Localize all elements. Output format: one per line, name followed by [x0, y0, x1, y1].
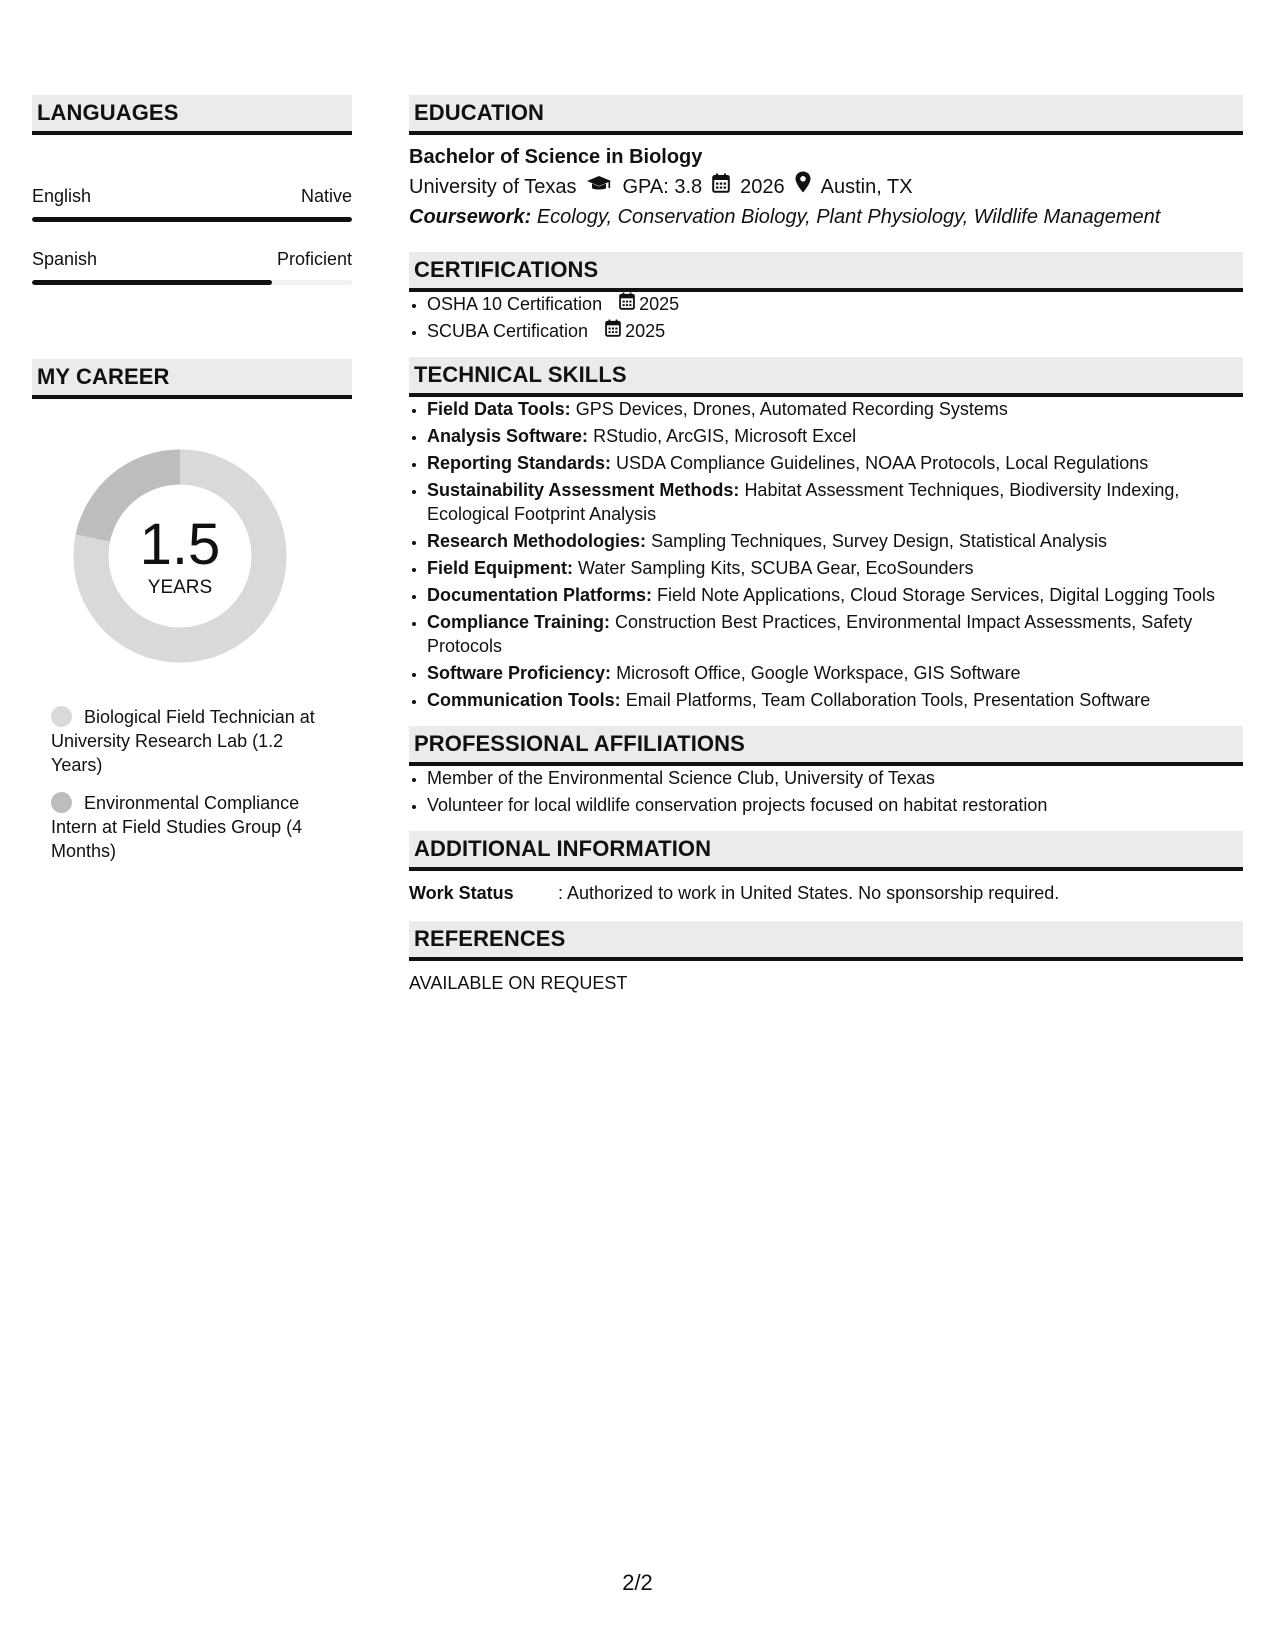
- languages-heading: LANGUAGES: [32, 95, 352, 135]
- affiliation-item: • Member of the Environmental Science Club, University of Texas: [427, 766, 1243, 790]
- skill-label: Communication Tools:: [427, 690, 621, 710]
- education-coursework: [409, 202, 1243, 232]
- map-pin-icon: [795, 171, 811, 202]
- skill-item: [427, 583, 1243, 607]
- language-level-bar: [32, 217, 352, 222]
- page-number: 2/2: [622, 1570, 653, 1595]
- certification-item: [427, 292, 1243, 316]
- skill-label: Software Proficiency:: [427, 663, 612, 683]
- affiliation-item: • Volunteer for local wildlife conservation projects focused on habitat restoration: [427, 793, 1243, 817]
- calendar-icon: [619, 292, 639, 316]
- skill-value: Email Platforms, Team Collaboration Tools, Presentation Software: [625, 690, 1151, 710]
- skill-label: Documentation Platforms:: [427, 585, 653, 605]
- skill-item: [427, 424, 1243, 448]
- career-heading: MY CAREER: [32, 359, 352, 399]
- skill-label: Reporting Standards:: [427, 453, 612, 473]
- skill-value: RStudio, ArcGIS, Microsoft Excel: [593, 426, 857, 446]
- coursework-list: Ecology, Conservation Biology, Plant Physiology, Wildlife Management: [536, 206, 1161, 228]
- technical-skills-heading: TECHNICAL SKILLS: [409, 357, 1243, 397]
- skill-value: Construction Best Practices, Environmental Impact Assessments, Safety Protocols: [427, 612, 1193, 656]
- main-column: [409, 95, 1243, 995]
- career-total-years: 1.5: [139, 512, 221, 577]
- career-donut-chart: [67, 443, 293, 669]
- skill-label: Research Methodologies:: [427, 531, 647, 551]
- skill-item: [427, 529, 1243, 553]
- language-level: Proficient: [276, 249, 352, 269]
- career-total-unit: YEARS: [147, 577, 213, 598]
- coursework-label: Coursework:: [409, 206, 532, 228]
- skill-value: Field Note Applications, Cloud Storage Services, Digital Logging Tools: [657, 585, 1216, 605]
- career-item: [51, 705, 321, 777]
- certifications-heading: CERTIFICATIONS: [409, 252, 1243, 292]
- skill-value: USDA Compliance Guidelines, NOAA Protocols, Local Regulations: [616, 453, 1149, 473]
- skill-label: Field Data Tools:: [427, 399, 571, 419]
- skill-item: [427, 397, 1243, 421]
- skill-value: Habitat Assessment Techniques, Biodiversity Indexing, Ecological Footprint Analysis: [427, 480, 1180, 524]
- technical-skills-list: [409, 397, 1243, 712]
- calendar-icon: [605, 319, 625, 343]
- language-name: English: [32, 186, 92, 206]
- skill-value: Sampling Techniques, Survey Design, Statistical Analysis: [651, 531, 1107, 551]
- skill-label: Analysis Software:: [427, 426, 589, 446]
- certification-name: OSHA 10 Certification: [427, 294, 603, 314]
- language-level-fill: [32, 217, 352, 222]
- affiliations-heading: PROFESSIONAL AFFILIATIONS: [409, 726, 1243, 766]
- sidebar: [32, 95, 352, 877]
- skill-label: Sustainability Assessment Methods:: [427, 480, 740, 500]
- certification-name: SCUBA Certification: [427, 321, 589, 341]
- education-details: [409, 171, 1243, 202]
- career-legend-dot: [51, 706, 72, 727]
- work-status-label: Work Status: [409, 883, 514, 903]
- skill-item: [427, 478, 1243, 526]
- education-location: Austin, TX: [820, 175, 913, 198]
- graduation-cap-icon: [586, 172, 612, 202]
- language-level: Native: [300, 186, 352, 206]
- education-heading: EDUCATION: [409, 95, 1243, 135]
- calendar-icon: [712, 172, 730, 202]
- certifications-list: [409, 292, 1243, 343]
- affiliations-list: [409, 766, 1243, 817]
- references-heading: REFERENCES: [409, 921, 1243, 961]
- skill-label: Field Equipment:: [427, 558, 573, 578]
- references-text: AVAILABLE ON REQUEST: [409, 973, 628, 993]
- work-status-row: [409, 881, 1243, 905]
- education-school: University of Texas: [409, 175, 577, 198]
- skill-item: [427, 688, 1243, 712]
- certification-year: 2025: [639, 294, 680, 314]
- education-degree: Bachelor of Science in Biology: [409, 146, 703, 168]
- certification-year: 2025: [625, 321, 666, 341]
- skill-item: [427, 451, 1243, 475]
- career-item-text: Environmental Compliance Intern at Field Studies Group (4 Months): [51, 793, 303, 861]
- career-list: [51, 705, 321, 863]
- work-status-value: : Authorized to work in United States. No sponsorship required.: [558, 883, 1060, 903]
- career-legend-dot: [51, 792, 72, 813]
- language-name: Spanish: [32, 249, 98, 269]
- skill-value: Microsoft Office, Google Workspace, GIS Software: [616, 663, 1021, 683]
- language-item-english: [32, 185, 352, 222]
- skill-value: GPS Devices, Drones, Automated Recording Systems: [575, 399, 1008, 419]
- career-item: [51, 791, 321, 863]
- education-gpa: GPA: 3.8: [622, 175, 703, 198]
- career-item-text: Biological Field Technician at University Research Lab (1.2 Years): [51, 707, 315, 775]
- skill-item: [427, 556, 1243, 580]
- skill-item: [427, 610, 1243, 658]
- language-item-spanish: [32, 248, 352, 285]
- skill-item: [427, 661, 1243, 685]
- additional-info-heading: ADDITIONAL INFORMATION: [409, 831, 1243, 871]
- skill-label: Compliance Training:: [427, 612, 611, 632]
- skill-value: Water Sampling Kits, SCUBA Gear, EcoSounders: [578, 558, 974, 578]
- education-year: 2026: [740, 175, 785, 198]
- certification-item: [427, 319, 1243, 343]
